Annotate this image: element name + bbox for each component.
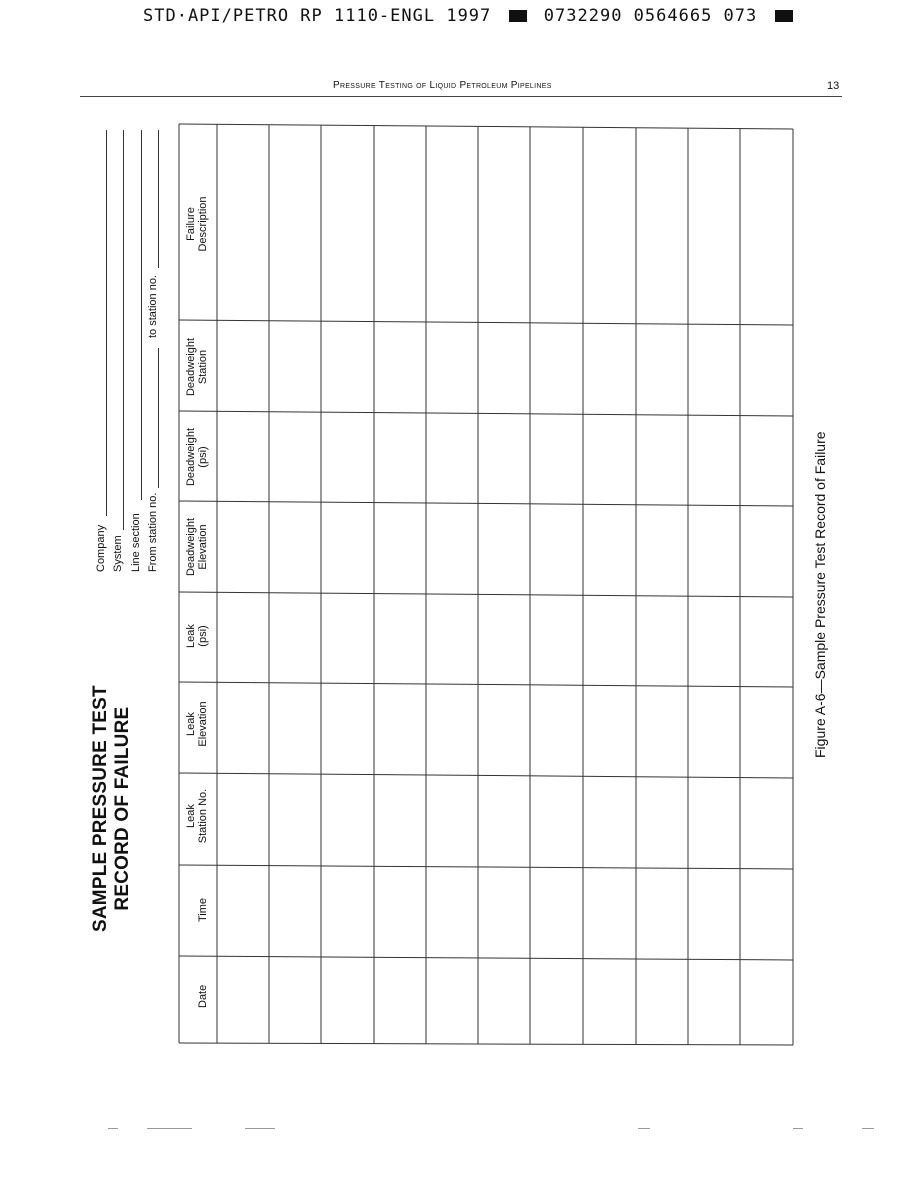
column-separator	[179, 411, 793, 416]
column-header-leak-station	[185, 784, 209, 848]
column-header-line1: Deadweight	[185, 427, 197, 487]
column-header-date	[197, 985, 209, 1008]
to-station-label: to station no.	[147, 275, 159, 338]
column-header-line2: (psi)	[197, 446, 209, 468]
system-label: System	[112, 535, 124, 572]
column-header-line1: Time	[197, 897, 209, 922]
scan-mark	[638, 1128, 650, 1129]
scan-mark	[862, 1128, 874, 1129]
scan-mark	[245, 1128, 275, 1129]
column-header-failure-description	[185, 192, 209, 256]
form-title-line1: SAMPLE PRESSURE TEST	[90, 685, 111, 932]
column-header-leak-psi	[185, 620, 209, 652]
doc-code: STD·API/PETRO RP 1110-ENGL 1997	[143, 6, 492, 26]
column-separator	[179, 501, 793, 506]
figure-caption: Figure A-6—Sample Pressure Test Record of Failure	[812, 431, 828, 758]
column-separator	[179, 320, 793, 325]
column-header-line1: Leak	[185, 712, 197, 736]
column-header-line2: Station No.	[197, 788, 209, 844]
column-header-line1: Date	[197, 984, 209, 1008]
column-header-deadweight-elevation	[185, 513, 209, 581]
line-section-label: Line section	[130, 513, 142, 572]
column-header-line2: Elevation	[197, 701, 209, 747]
column-header-line1: Deadweight	[185, 517, 197, 577]
column-header-line1: Leak	[185, 804, 197, 828]
page-number: 13	[827, 80, 840, 92]
column-separator	[179, 865, 793, 869]
column-header-line2: (psi)	[197, 625, 209, 647]
scan-mark	[793, 1128, 803, 1129]
column-separator	[179, 682, 793, 687]
doc-code-numbers: 0732290 0564665 073	[543, 6, 758, 26]
column-header-line2: Description	[197, 196, 209, 252]
column-header-line2: Elevation	[197, 524, 209, 570]
scan-mark	[147, 1128, 192, 1129]
column-separator	[179, 592, 793, 597]
company-label: Company	[95, 524, 107, 572]
from-station-label: From station no.	[147, 492, 159, 572]
column-header-leak-elevation	[185, 696, 209, 752]
scan-mark	[108, 1128, 118, 1129]
form-title-line2: RECORD OF FAILURE	[112, 706, 133, 911]
table-top-border	[179, 124, 793, 129]
running-head: Pressure Testing of Liquid Petroleum Pipelines	[333, 80, 552, 91]
column-header-deadweight-psi	[185, 426, 209, 488]
column-header-deadweight-station	[185, 335, 209, 399]
column-header-line1: Failure	[185, 207, 197, 241]
column-header-time	[197, 898, 209, 922]
table-bottom-border	[179, 1043, 793, 1045]
column-header-line2: Station	[197, 349, 209, 385]
column-separator	[179, 956, 793, 960]
column-header-line1: Deadweight	[185, 337, 197, 397]
column-header-line1: Leak	[185, 624, 197, 648]
column-separator	[179, 773, 793, 778]
